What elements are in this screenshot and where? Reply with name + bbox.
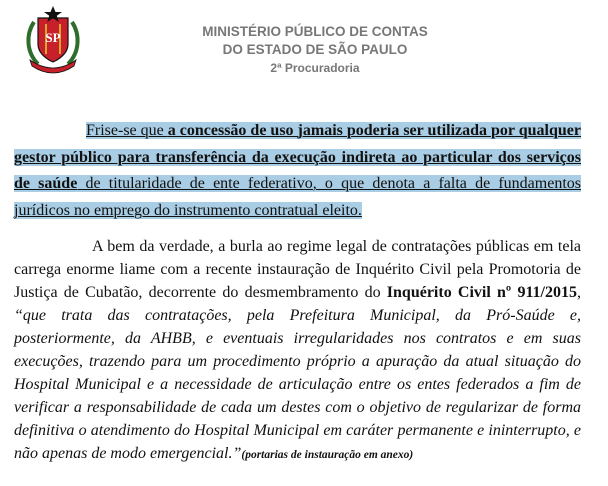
attachment-note: (portarias de instauração em anexo) [241,449,414,461]
body-paragraph [14,235,581,467]
highlighted-paragraph [14,118,581,224]
header-institution-line2: DO ESTADO DE SÃO PAULO [222,42,408,57]
quoted-excerpt: “que trata das contratações, pela Prefeitura Municipal, da Pró-Saúde e, posteriormente, da AHBB, e eventuais irregularidades nos contratos e em suas execuções, trazendo para um procedimento próprio a apuração da atual situação do Hospital Municipal e a necessidade de articulação entre os entes federados a fim de verificar a responsabilidade de cada um destes com o objetivo de regularizar de forma definitiva o atendimento do Hospital Municipal em caráter permanente e ininterrupto, e não apenas de modo emergencial.” [14,307,581,462]
header-institution-line1: MINISTÉRIO PÚBLICO DE CONTAS [202,24,428,39]
paragraph1-bold-statement: a concessão de uso jamais poderia ser utilizada por qualquer gestor público para transferência da execução indireta ao particular dos serviços de saúde [14,122,581,192]
sao-paulo-coat-of-arms-icon [24,4,82,74]
paragraph1-rest: de titularidade de ente federativo, o que denota a falta de fundamentos jurídicos no emprego do instrumento contratual eleito. [14,175,582,219]
paragraph1-lead: Frise-se que [86,122,168,139]
paragraph2-intro: A bem da verdade, a burla ao regime legal de contratações públicas em tela carrega enorme liame com a recente instauração de Inquérito Civil pela Promotoria de Justiça de Cubatão, decorrente do desmembramento do [14,238,581,301]
inquiry-reference: Inquérito Civil nº 911/2015 [386,284,578,301]
paragraph2-separator: , [577,284,582,301]
header-office: 2ª Procuradoria [270,61,360,75]
seal-text: SP [45,30,61,45]
